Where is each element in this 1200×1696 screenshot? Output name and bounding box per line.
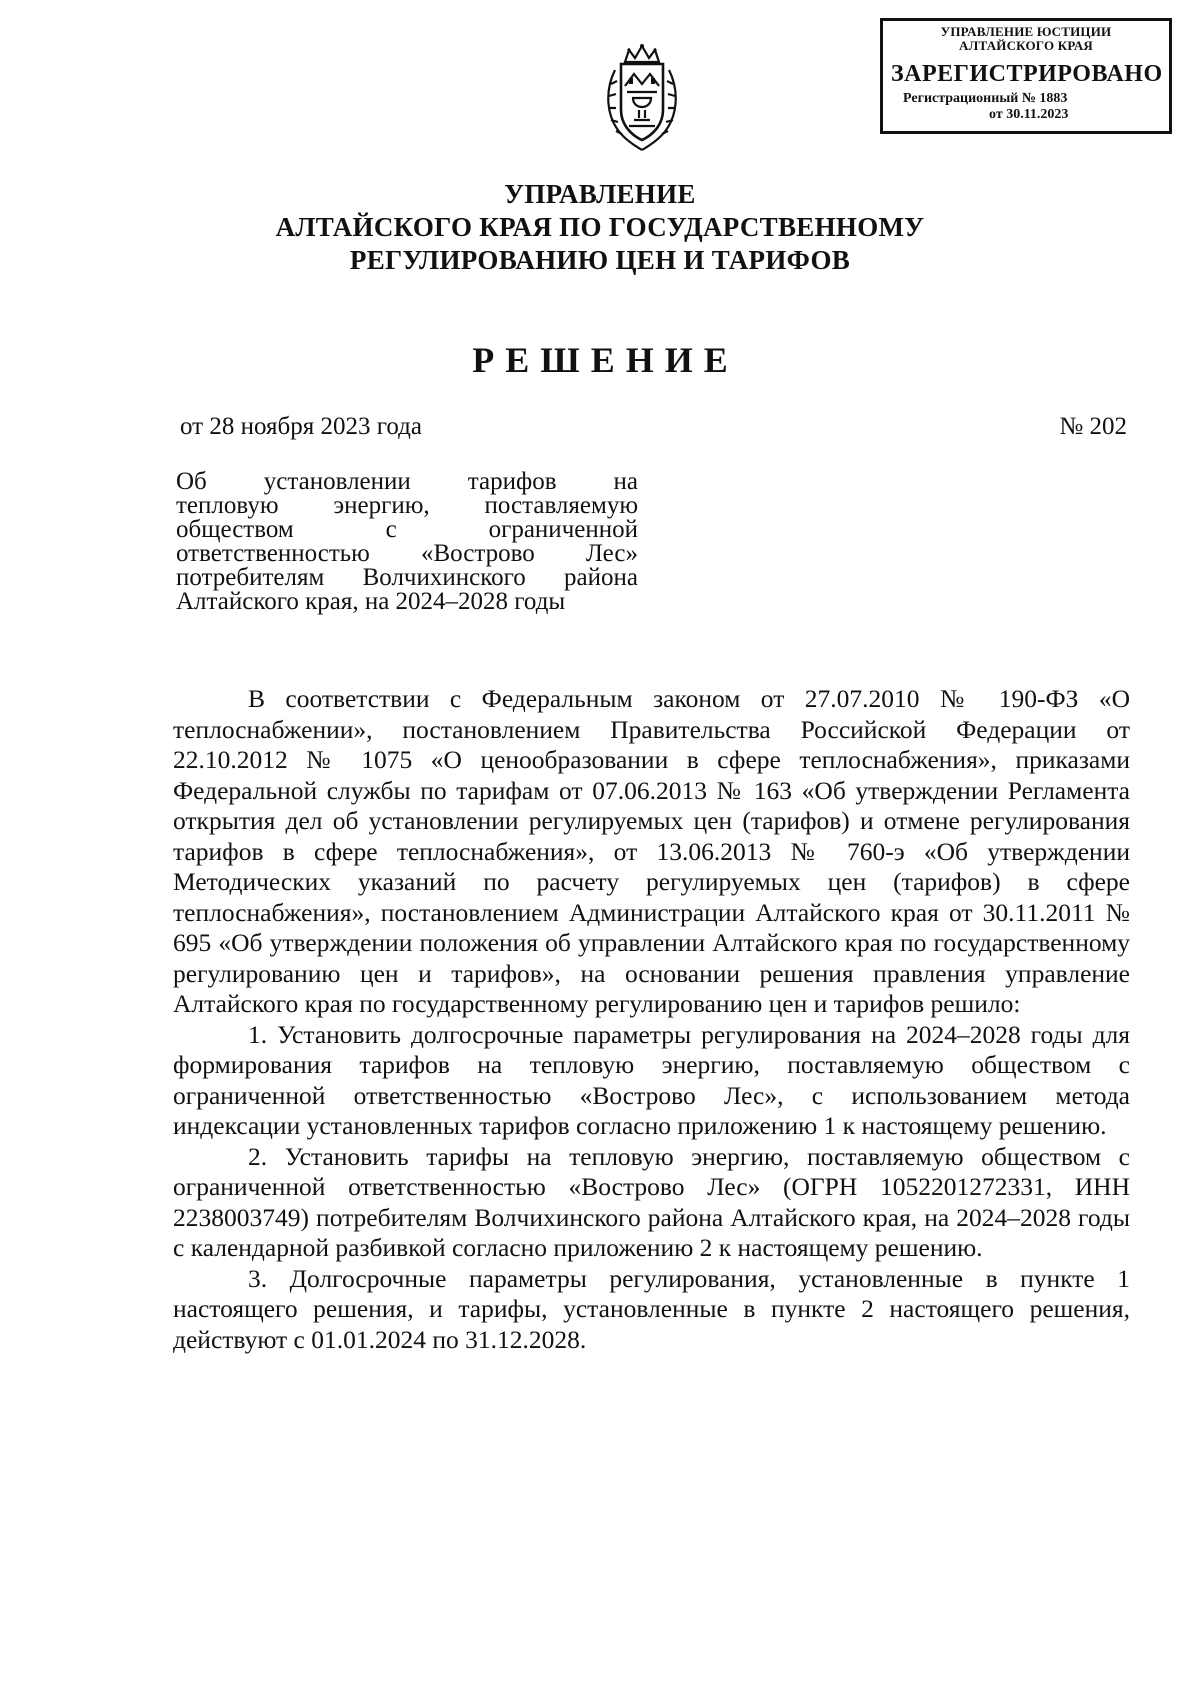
decision-subject xyxy=(176,470,638,614)
subject-line: обществом с ограниченной xyxy=(176,516,638,543)
decision-title: РЕШЕНИЕ xyxy=(472,340,739,380)
subject-line: тепловую энергию, поставляемую xyxy=(176,492,638,519)
stamp-authority-line2: АЛТАЙСКОГО КРАЯ xyxy=(959,38,1093,53)
body-item-1: 1. Установить долгосрочные параметры регулирования на 2024–2028 годы для формирования тарифов на тепловую энергию, поставляемую обществом с ограниченной ответственностью «Вострово Лес», с использованием метода индексации установленных тарифов согласно приложению 1 к настоящему решению. xyxy=(173,1019,1130,1140)
subject-line: Об установлении тарифов на xyxy=(176,468,638,495)
body-preamble: В соответствии с Федеральным законом от 27.07.2010 № 190-ФЗ «О теплоснабжении», постановлением Правительства Российской Федерации от 22.10.2012 № 1075 «О ценообразовании в сфере теплоснабжения», приказами Федеральной службы по тарифам от 07.06.2013 № 163 «Об утверждении Регламента открытия дел об установлении регулируемых цен (тарифов) и отмене регулирования тарифов в сфере теплоснабжения», от 13.06.2013 № 760-э «Об утверждении Методических указаний по расчету регулируемых цен (тарифов) в сфере теплоснабжения», постановлением Администрации Алтайского края от 30.11.2011 № 695 «Об утверждении положения об управлении Алтайского края по государственному регулированию цен и тарифов», на основании решения правления управление Алтайского края по государственному регулированию цен и тарифов решило: xyxy=(173,684,1130,1018)
body-item-2: 2. Установить тарифы на тепловую энергию, поставляемую обществом с ограниченной ответственностью «Вострово Лес» (ОГРН 1052201272331, ИНН 2238003749) потребителям Волчихинского района Алтайского края, на 2024–2028 годы с календарной разбивкой согласно приложению 2 к настоящему решению. xyxy=(173,1141,1130,1262)
organization-heading xyxy=(200,178,1000,277)
body-item-3: 3. Долгосрочные параметры регулирования, установленные в пункте 1 настоящего решения, и тарифы, установленные в пункте 2 настоящего решения, действуют с 01.01.2024 по 31.12.2028. xyxy=(173,1263,1130,1354)
decision-body xyxy=(173,684,1130,1355)
subject-line: ответственностью «Вострово Лес» xyxy=(176,540,638,567)
stamp-registration-number: Регистрационный № 1883 xyxy=(903,91,1068,106)
stamp-registration-date: от 30.11.2023 xyxy=(989,107,1069,122)
heading-line-2: АЛТАЙСКОГО КРАЯ ПО ГОСУДАРСТВЕННОМУ xyxy=(275,212,925,242)
stamp-registered-title: ЗАРЕГИСТРИРОВАНО xyxy=(891,61,1163,87)
subject-line: Алтайского края, на 2024–2028 годы xyxy=(176,588,566,615)
heading-line-3: РЕГУЛИРОВАНИЮ ЦЕН И ТАРИФОВ xyxy=(349,245,851,275)
subject-line: потребителям Волчихинского района xyxy=(176,564,638,591)
stamp-authority-line1: УПРАВЛЕНИЕ ЮСТИЦИИ xyxy=(940,24,1112,39)
document-number: № 202 xyxy=(1059,413,1127,440)
document-date: от 28 ноября 2023 года xyxy=(180,413,422,440)
registration-stamp xyxy=(880,18,1172,134)
heading-line-1: УПРАВЛЕНИЕ xyxy=(504,179,696,209)
altai-coat-of-arms-icon xyxy=(601,40,683,152)
